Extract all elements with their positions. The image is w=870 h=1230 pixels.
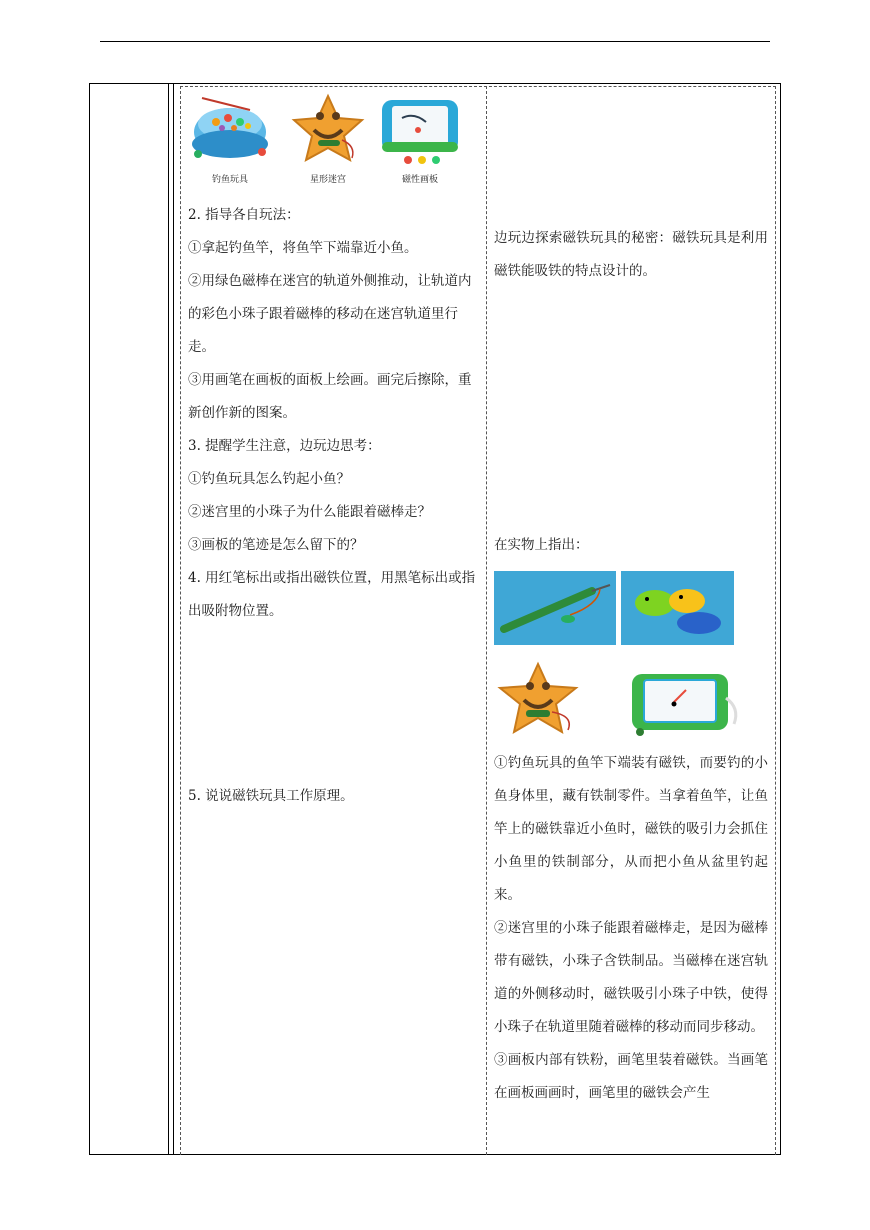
right-explanation-2 [494,747,768,1110]
step-4: 4. 用红笔标出或指出磁铁位置，用黑笔标出或指出吸附物位置。 [188,570,476,619]
toy-fish-photo [621,571,734,645]
fishing-rod-photo [494,571,616,645]
header-rule [100,41,770,42]
magnetic-board-image [378,92,462,188]
step-2-1: ①拿起钓鱼竿，将鱼竿下端靠近小鱼。 [188,240,418,256]
magnetic-board-photo [626,668,742,740]
maze-principle: ②迷宫里的小珠子能跟着磁棒走，是因为磁棒带有磁铁，小珠子含铁制品。当磁棒在迷宫轨道的外侧移动时，磁铁吸引小珠子中铁，使得小珠子在轨道里随着磁棒的移动而同步移动。 [494,920,768,1035]
fishing-toy-image [188,92,272,188]
step-2: 2. 指导各自玩法： [188,207,300,223]
step-3-2: ②迷宫里的小珠子为什么能跟着磁棒走？ [188,504,431,520]
fishing-toy-label: 钓鱼玩具 [211,175,248,185]
star-maze-label: 星形迷宫 [309,175,346,185]
point-out-heading: 在实物上指出： [494,537,589,553]
table-column-divider [168,83,169,1155]
table-column-divider-double [173,83,174,1155]
toy-images-row [188,92,480,188]
step-2-3: ③用画笔在画板的面板上绘画。画完后擦除，重新创作新的图案。 [188,372,472,421]
star-maze-photo [494,660,586,738]
board-principle: ③画板内部有铁粉，画笔里装着磁铁。当画笔在画板画画时，画笔里的磁铁会产生 [494,1052,768,1101]
star-maze-image [286,92,370,188]
step-3-3: ③画板的笔迹是怎么留下的？ [188,537,364,553]
step-5: 5. 说说磁铁玩具工作原理。 [188,788,354,804]
step-5-block [188,780,480,813]
right-point-out [494,529,768,562]
fishing-toy-principle: ①钓鱼玩具的鱼竿下端装有磁铁，而要钓的小鱼身体里，藏有铁制零件。当拿着鱼竿，让鱼竿上的磁铁靠近小鱼时，磁铁的吸引力会抓住小鱼里的铁制部分，从而把小鱼从盆里钓起来。 [494,755,768,903]
magnet-toy-secret: 边玩边探索磁铁玩具的秘密：磁铁玩具是利用磁铁能吸铁的特点设计的。 [494,230,768,279]
right-explanation-1 [494,222,768,288]
magnetic-board-label: 磁性画板 [401,175,438,185]
step-2-2: ②用绿色磁棒在迷宫的轨道外侧推动，让轨道内的彩色小珠子跟着磁棒的移动在迷宫轨道里行走。 [188,273,472,355]
activity-dashed-divider [486,86,487,1155]
step-3-1: ①钓鱼玩具怎么钓起小鱼？ [188,471,350,487]
step-3: 3. 提醒学生注意，边玩边思考： [188,438,381,454]
left-instructions [188,199,480,628]
